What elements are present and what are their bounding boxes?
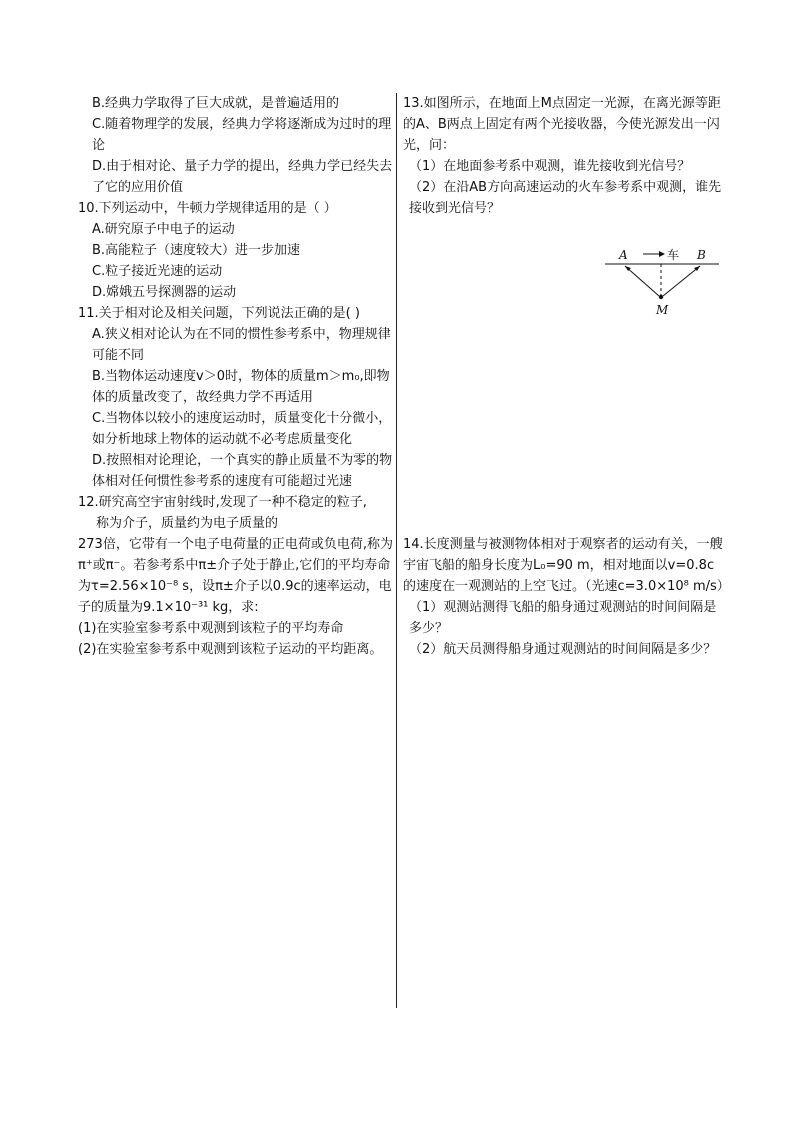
q14-sub1: （1）观测站测得飞船的船身通过观测站的时间间隔是多少？	[409, 600, 717, 636]
q9-option-b: B.经典力学取得了巨大成就，是普遍适用的	[92, 96, 340, 111]
q10-option-d: D.嫦娥五号探测器的运动	[92, 285, 237, 300]
label-m: M	[656, 303, 669, 317]
q12-line2: 称为介子，质量约为电子质量的	[96, 516, 279, 531]
column-divider	[396, 93, 397, 1008]
label-b: B	[697, 248, 706, 262]
q11-option-d: D.按照相对论理论，一个真实的静止质量不为零的物体相对任何惯性参考系的速度有可能超过光速	[92, 453, 393, 489]
q14-stem: 14.长度测量与被测物体相对于观察者的运动有关，一艘宇宙飞船的船身长度为L₀=90 m，相对地面以v=0.8c的速度在一观测站的上空飞过。（光速c=3.0×10⁸ m/s）	[403, 537, 730, 594]
source-point-m	[659, 295, 663, 299]
q12-sub1: (1)在实验室参考系中观测到该粒子的平均寿命	[78, 621, 344, 636]
q10-option-b: B.高能粒子（速度较大）进一步加速	[92, 243, 301, 258]
label-car: 车	[667, 248, 680, 262]
q13-stem: 13.如图所示，在地面上M点固定一光源，在离光源等距的A、B两点上固定有两个光接收器，今使光源发出一闪光，问：	[403, 96, 721, 153]
q12-line1: 12.研究高空宇宙射线时,发现了一种不稳定的粒子,	[78, 495, 367, 510]
label-a: A	[619, 248, 628, 262]
ray-to-a	[625, 266, 659, 296]
q11-option-a: A.狭义相对论认为在不同的惯性参考系中，物理规律可能不同	[92, 327, 391, 363]
q9-option-c: C.随着物理学的发展，经典力学将逐渐成为过时的理论	[92, 117, 392, 153]
q12-body: 273倍，它带有一个电子电荷量的正电荷或负电荷,称为π⁺或π⁻。若参考系中π±介子处于静止,它们的平均寿命为τ=2.56×10⁻⁸ s，设π±介子以0.9c的速率运动，电子的质量为9.1×10⁻³¹ kg，求:	[78, 537, 393, 615]
ray-to-b	[663, 266, 700, 296]
q9-option-d: D.由于相对论、量子力学的提出，经典力学已经失去了它的应用价值	[92, 159, 393, 195]
q11-option-c: C.当物体以较小的速度运动时，质量变化十分微小，如分析地球上物体的运动就不必考虑质量变化	[92, 411, 392, 447]
car-arrow-head	[659, 251, 665, 257]
q10-option-c: C.粒子接近光速的运动	[92, 264, 223, 279]
right-column-top	[403, 93, 725, 219]
q14-block	[403, 534, 730, 660]
q11-option-b: B.当物体运动速度v＞0时，物体的质量m＞m₀,即物体的质量改变了，故经典力学不再适用	[92, 369, 390, 405]
left-column	[78, 93, 394, 660]
light-source-diagram	[605, 244, 719, 318]
q13-sub1: （1）在地面参考系中观测，谁先接收到光信号？	[409, 159, 691, 174]
q11-stem: 11.关于相对论及相关问题，下列说法正确的是( )	[78, 306, 360, 321]
q10-stem: 10.下列运动中，牛顿力学规律适用的是（ ）	[78, 201, 337, 216]
q12-sub2: (2)在实验室参考系中观测到该粒子运动的平均距离。	[78, 642, 383, 657]
q13-sub2: （2）在沿AB方向高速运动的火车参考系中观测，谁先接收到光信号？	[409, 180, 722, 216]
q10-option-a: A.研究原子中电子的运动	[92, 222, 235, 237]
q14-sub2: （2）航天员测得船身通过观测站的时间间隔是多少？	[409, 642, 717, 657]
